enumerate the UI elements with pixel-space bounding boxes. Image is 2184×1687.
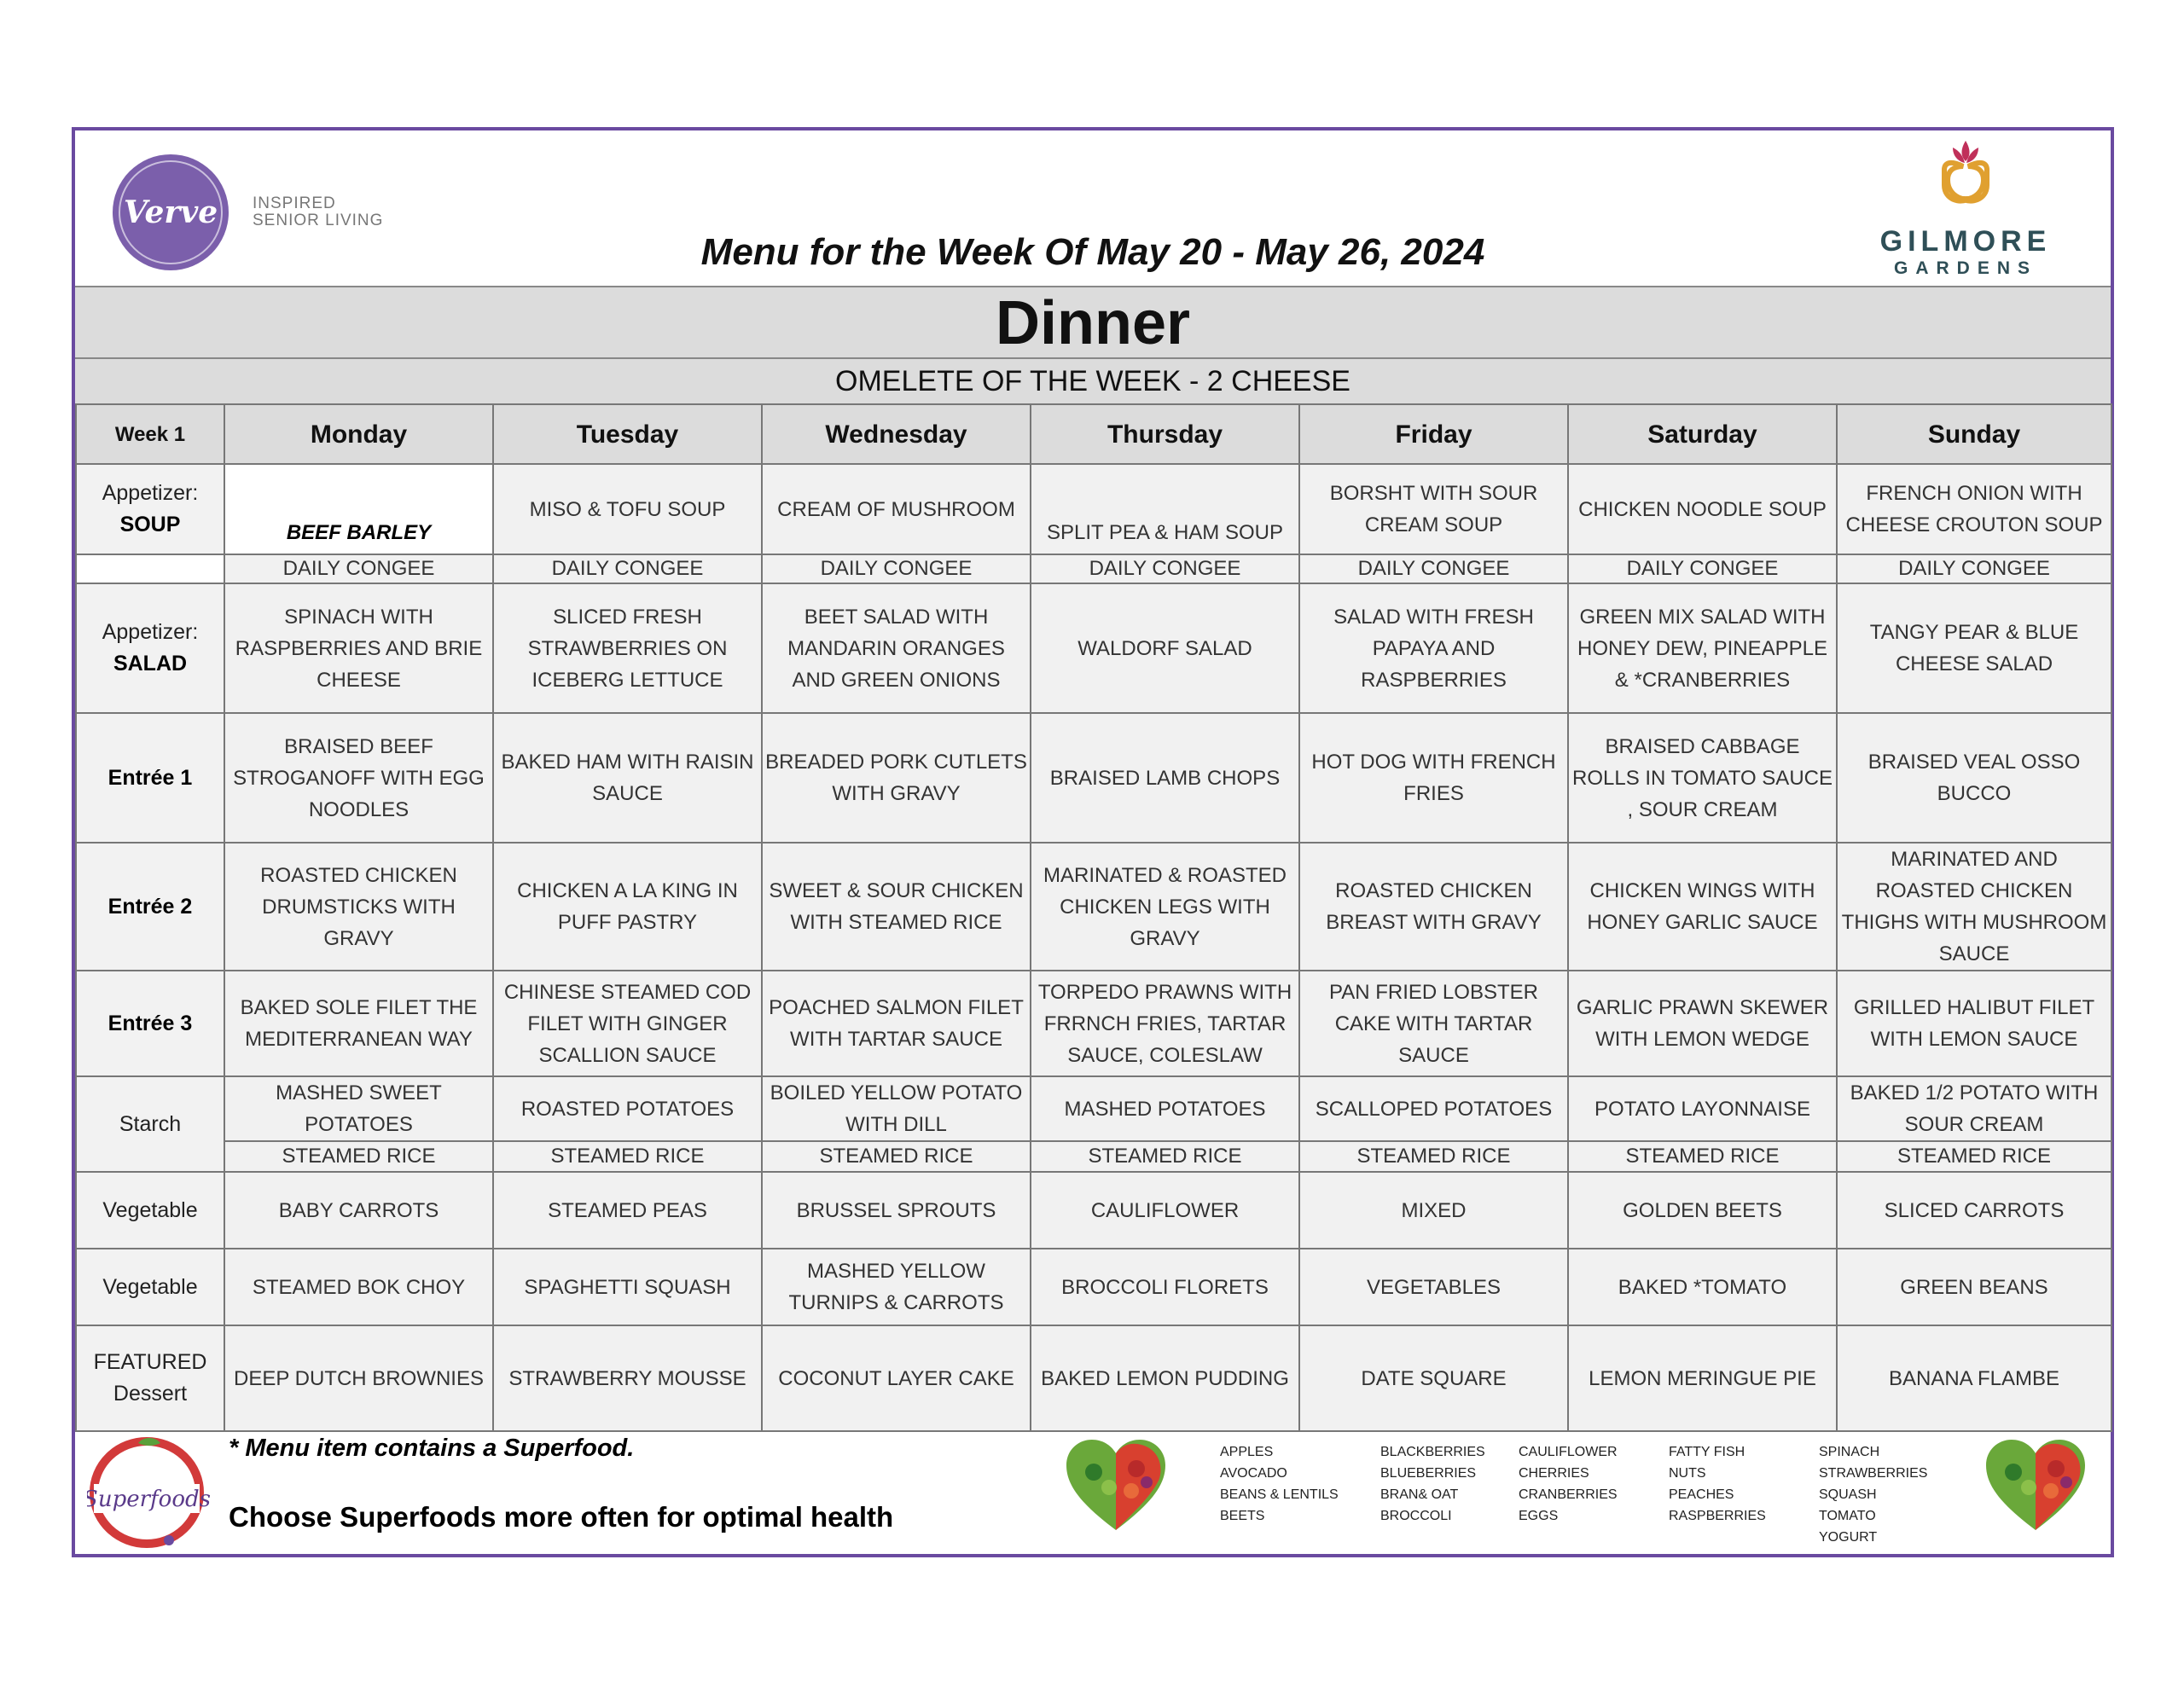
- row-label-entree1: [76, 713, 224, 843]
- dessert-row: [76, 1325, 2111, 1431]
- menu-cell: SWEET & SOUR CHICKEN WITH STEAMED RICE: [762, 843, 1031, 971]
- menu-cell: STEAMED PEAS: [493, 1172, 762, 1249]
- superfood-item: EGGS: [1519, 1509, 1559, 1523]
- day-header: Tuesday: [493, 404, 762, 464]
- menu-cell: STEAMED BOK CHOY: [224, 1249, 493, 1325]
- menu-frame: [72, 127, 2114, 1557]
- row-label-vegetable: Vegetable: [76, 1249, 224, 1325]
- rice-row: [76, 1141, 2111, 1172]
- menu-cell: STEAMED RICE: [762, 1141, 1031, 1172]
- menu-cell: SALAD WITH FRESH PAPAYA AND RASPBERRIES: [1299, 583, 1568, 713]
- row-label-starch: Starch: [76, 1076, 224, 1172]
- menu-cell: CHICKEN A LA KING IN PUFF PASTRY: [493, 843, 762, 971]
- header: [75, 130, 2111, 286]
- starch-row: [76, 1076, 2111, 1141]
- superfood-item: BRAN& OAT: [1380, 1487, 1459, 1502]
- menu-cell: BAKED LEMON PUDDING: [1031, 1325, 1299, 1431]
- menu-cell: DAILY CONGEE: [1837, 554, 2111, 583]
- superfoods-logo-text: Superfoods: [87, 1487, 211, 1512]
- menu-cell: BREADED PORK CUTLETS WITH GRAVY: [762, 713, 1031, 843]
- superfood-item: CRANBERRIES: [1519, 1487, 1618, 1502]
- menu-cell: GREEN BEANS: [1837, 1249, 2111, 1325]
- superfood-item: NUTS: [1669, 1466, 1706, 1481]
- superfood-list: [1669, 1441, 1766, 1527]
- menu-cell: BABY CARROTS: [224, 1172, 493, 1249]
- menu-cell: SLICED FRESH STRAWBERRIES ON ICEBERG LETTUCE: [493, 583, 762, 713]
- menu-item: BEEF BARLEY: [286, 521, 432, 544]
- superfood-item: PEACHES: [1669, 1487, 1734, 1502]
- vegetable1-row: [76, 1172, 2111, 1249]
- superfoods-logo: [87, 1435, 215, 1558]
- menu-cell: PAN FRIED LOBSTER CAKE WITH TARTAR SAUCE: [1299, 971, 1568, 1076]
- menu-cell: BRAISED VEAL OSSO BUCCO: [1837, 713, 2111, 843]
- menu-cell: POACHED SALMON FILET WITH TARTAR SAUCE: [762, 971, 1031, 1076]
- menu-cell: STEAMED RICE: [1568, 1141, 1837, 1172]
- menu-cell: CHICKEN WINGS WITH HONEY GARLIC SAUCE: [1568, 843, 1837, 971]
- entree1-row: [76, 713, 2111, 843]
- superfood-tagline: Choose Superfoods more often for optimal health: [229, 1501, 894, 1533]
- menu-cell: BRAISED LAMB CHOPS: [1031, 713, 1299, 843]
- heart-icon: [1065, 1438, 1167, 1538]
- superfood-item: TOMATO: [1819, 1509, 1876, 1523]
- menu-cell: MASHED YELLOW TURNIPS & CARROTS: [762, 1249, 1031, 1325]
- row-label-top: Appetizer:: [102, 620, 199, 644]
- menu-cell: DAILY CONGEE: [762, 554, 1031, 583]
- superfood-item: YOGURT: [1819, 1530, 1878, 1545]
- menu-cell: BROCCOLI FLORETS: [1031, 1249, 1299, 1325]
- row-label-entree3: [76, 971, 224, 1076]
- superfood-item: STRAWBERRIES: [1819, 1466, 1928, 1481]
- menu-cell: SLICED CARROTS: [1837, 1172, 2111, 1249]
- superfood-list: [1220, 1441, 1339, 1527]
- gilmore-sub: GARDENS: [1893, 258, 2037, 278]
- menu-cell: STEAMED RICE: [493, 1141, 762, 1172]
- menu-title: Menu for the Week Of May 20 - May 26, 2024: [700, 231, 1485, 273]
- row-label-dessert: [76, 1325, 224, 1431]
- menu-cell: GRILLED HALIBUT FILET WITH LEMON SAUCE: [1837, 971, 2111, 1076]
- menu-cell: MASHED POTATOES: [1031, 1076, 1299, 1141]
- menu-cell: BANANA FLAMBE: [1837, 1325, 2111, 1431]
- superfood-item: SPINACH: [1819, 1445, 1880, 1459]
- menu-cell: CHINESE STEAMED COD FILET WITH GINGER SCALLION SAUCE: [493, 971, 762, 1076]
- menu-cell: SPAGHETTI SQUASH: [493, 1249, 762, 1325]
- menu-cell: BRUSSEL SPROUTS: [762, 1172, 1031, 1249]
- menu-cell: SPINACH WITH RASPBERRIES AND BRIE CHEESE: [224, 583, 493, 713]
- menu-cell: DAILY CONGEE: [493, 554, 762, 583]
- menu-cell: HOT DOG WITH FRENCH FRIES: [1299, 713, 1568, 843]
- menu-cell: DAILY CONGEE: [1031, 554, 1299, 583]
- day-header: Wednesday: [762, 404, 1031, 464]
- day-header: Saturday: [1568, 404, 1837, 464]
- row-label-bold: SOUP: [119, 513, 181, 536]
- menu-cell: POTATO LAYONNAISE: [1568, 1076, 1837, 1141]
- menu-cell: MARINATED & ROASTED CHICKEN LEGS WITH GRAVY: [1031, 843, 1299, 971]
- row-label-bottom: Dessert: [113, 1382, 188, 1406]
- verve-tagline-line1: INSPIRED: [253, 194, 336, 212]
- heart-icon: [1984, 1438, 2087, 1538]
- superfood-item: CHERRIES: [1519, 1466, 1589, 1481]
- row-label-bold: Entrée 2: [107, 894, 193, 919]
- menu-cell: WALDORF SALAD: [1031, 583, 1299, 713]
- verve-tagline-line2: SENIOR LIVING: [253, 212, 384, 229]
- menu-cell: MASHED SWEET POTATOES: [224, 1076, 493, 1141]
- menu-cell: BAKED 1/2 POTATO WITH SOUR CREAM: [1837, 1076, 2111, 1141]
- menu-cell: COCONUT LAYER CAKE: [762, 1325, 1031, 1431]
- blank-cell: [76, 554, 224, 583]
- meal-title: Dinner: [75, 286, 2111, 357]
- menu-cell: BEET SALAD WITH MANDARIN ORANGES AND GREEN ONIONS: [762, 583, 1031, 713]
- superfood-item: BEETS: [1220, 1509, 1265, 1523]
- menu-cell: DATE SQUARE: [1299, 1325, 1568, 1431]
- vegetable2-row: [76, 1249, 2111, 1325]
- superfood-item: BEANS & LENTILS: [1220, 1487, 1339, 1502]
- menu-cell: DAILY CONGEE: [224, 554, 493, 583]
- row-label-bold: Entrée 3: [107, 1011, 193, 1035]
- entree2-row: [76, 843, 2111, 971]
- row-label-vegetable: Vegetable: [76, 1172, 224, 1249]
- week-label: Week 1: [76, 404, 224, 464]
- row-label-soup: [76, 464, 224, 554]
- menu-cell: VEGETABLES: [1299, 1249, 1568, 1325]
- menu-cell: MISO & TOFU SOUP: [493, 464, 762, 554]
- menu-cell: STEAMED RICE: [1031, 1141, 1299, 1172]
- gilmore-name: GILMORE: [1879, 225, 2052, 258]
- menu-cell: STEAMED RICE: [1837, 1141, 2111, 1172]
- menu-cell: [224, 464, 493, 554]
- menu-cell: DEEP DUTCH BROWNIES: [224, 1325, 493, 1431]
- superfood-list: [1819, 1441, 1927, 1548]
- superfood-item: BLUEBERRIES: [1380, 1466, 1477, 1481]
- menu-grid: [75, 403, 2112, 1432]
- menu-cell: GARLIC PRAWN SKEWER WITH LEMON WEDGE: [1568, 971, 1837, 1076]
- verve-logo-text: Verve: [123, 194, 218, 230]
- day-header: Monday: [224, 404, 493, 464]
- menu-cell: GREEN MIX SALAD WITH HONEY DEW, PINEAPPLE & *CRANBERRIES: [1568, 583, 1837, 713]
- menu-cell: ROASTED CHICKEN DRUMSTICKS WITH GRAVY: [224, 843, 493, 971]
- soup-row: [76, 464, 2111, 554]
- salad-row: [76, 583, 2111, 713]
- row-label-bold: Entrée 1: [107, 765, 193, 790]
- superfood-item: BLACKBERRIES: [1380, 1445, 1485, 1459]
- menu-cell: LEMON MERINGUE PIE: [1568, 1325, 1837, 1431]
- menu-cell: SPLIT PEA & HAM SOUP: [1031, 464, 1299, 554]
- congee-row: [76, 554, 2111, 583]
- menu-cell: ROASTED CHICKEN BREAST WITH GRAVY: [1299, 843, 1568, 971]
- menu-cell: MIXED: [1299, 1172, 1568, 1249]
- menu-cell: CREAM OF MUSHROOM: [762, 464, 1031, 554]
- menu-cell: TORPEDO PRAWNS WITH FRRNCH FRIES, TARTAR SAUCE, COLESLAW: [1031, 971, 1299, 1076]
- menu-cell: STEAMED RICE: [1299, 1141, 1568, 1172]
- menu-cell: BAKED HAM WITH RAISIN SAUCE: [493, 713, 762, 843]
- day-header: Thursday: [1031, 404, 1299, 464]
- lotus-icon: [1919, 136, 2013, 217]
- gilmore-logo: [1855, 136, 2077, 281]
- row-label-bold: SALAD: [113, 652, 188, 675]
- superfood-item: CAULIFLOWER: [1519, 1445, 1618, 1459]
- superfood-item: RASPBERRIES: [1669, 1509, 1766, 1523]
- menu-cell: DAILY CONGEE: [1299, 554, 1568, 583]
- omelette-of-week: OMELETE OF THE WEEK - 2 CHEESE: [75, 357, 2111, 403]
- menu-cell: STRAWBERRY MOUSSE: [493, 1325, 762, 1431]
- day-header: Sunday: [1837, 404, 2111, 464]
- superfood-item: FATTY FISH: [1669, 1445, 1745, 1459]
- entree3-row: [76, 971, 2111, 1076]
- verve-tagline: [253, 195, 383, 229]
- menu-cell: FRENCH ONION WITH CHEESE CROUTON SOUP: [1837, 464, 2111, 554]
- superfood-item: APPLES: [1220, 1445, 1274, 1459]
- superfood-item: AVOCADO: [1220, 1466, 1287, 1481]
- superfood-item: SQUASH: [1819, 1487, 1877, 1502]
- menu-cell: SCALLOPED POTATOES: [1299, 1076, 1568, 1141]
- menu-cell: CHICKEN NOODLE SOUP: [1568, 464, 1837, 554]
- row-label-top: FEATURED: [93, 1350, 207, 1374]
- day-header: Friday: [1299, 404, 1568, 464]
- menu-cell: BOILED YELLOW POTATO WITH DILL: [762, 1076, 1031, 1141]
- superfood-list: [1519, 1441, 1618, 1527]
- menu-cell: DAILY CONGEE: [1568, 554, 1837, 583]
- footer: [75, 1429, 2111, 1554]
- menu-cell: STEAMED RICE: [224, 1141, 493, 1172]
- menu-cell: BORSHT WITH SOUR CREAM SOUP: [1299, 464, 1568, 554]
- superfood-note: * Menu item contains a Superfood.: [229, 1435, 635, 1462]
- row-label-salad: [76, 583, 224, 713]
- menu-cell: GOLDEN BEETS: [1568, 1172, 1837, 1249]
- superfood-item: BROCCOLI: [1380, 1509, 1452, 1523]
- menu-cell: BRAISED CABBAGE ROLLS IN TOMATO SAUCE , SOUR CREAM: [1568, 713, 1837, 843]
- menu-cell: BAKED SOLE FILET THE MEDITERRANEAN WAY: [224, 971, 493, 1076]
- menu-cell: BRAISED BEEF STROGANOFF WITH EGG NOODLES: [224, 713, 493, 843]
- days-header-row: [76, 404, 2111, 464]
- menu-cell: TANGY PEAR & BLUE CHEESE SALAD: [1837, 583, 2111, 713]
- menu-cell: BAKED *TOMATO: [1568, 1249, 1837, 1325]
- row-label-entree2: [76, 843, 224, 971]
- superfood-list: [1380, 1441, 1485, 1527]
- row-label-top: Appetizer:: [102, 481, 199, 505]
- menu-cell: ROASTED POTATOES: [493, 1076, 762, 1141]
- menu-cell: MARINATED AND ROASTED CHICKEN THIGHS WITH MUSHROOM SAUCE: [1837, 843, 2111, 971]
- menu-cell: CAULIFLOWER: [1031, 1172, 1299, 1249]
